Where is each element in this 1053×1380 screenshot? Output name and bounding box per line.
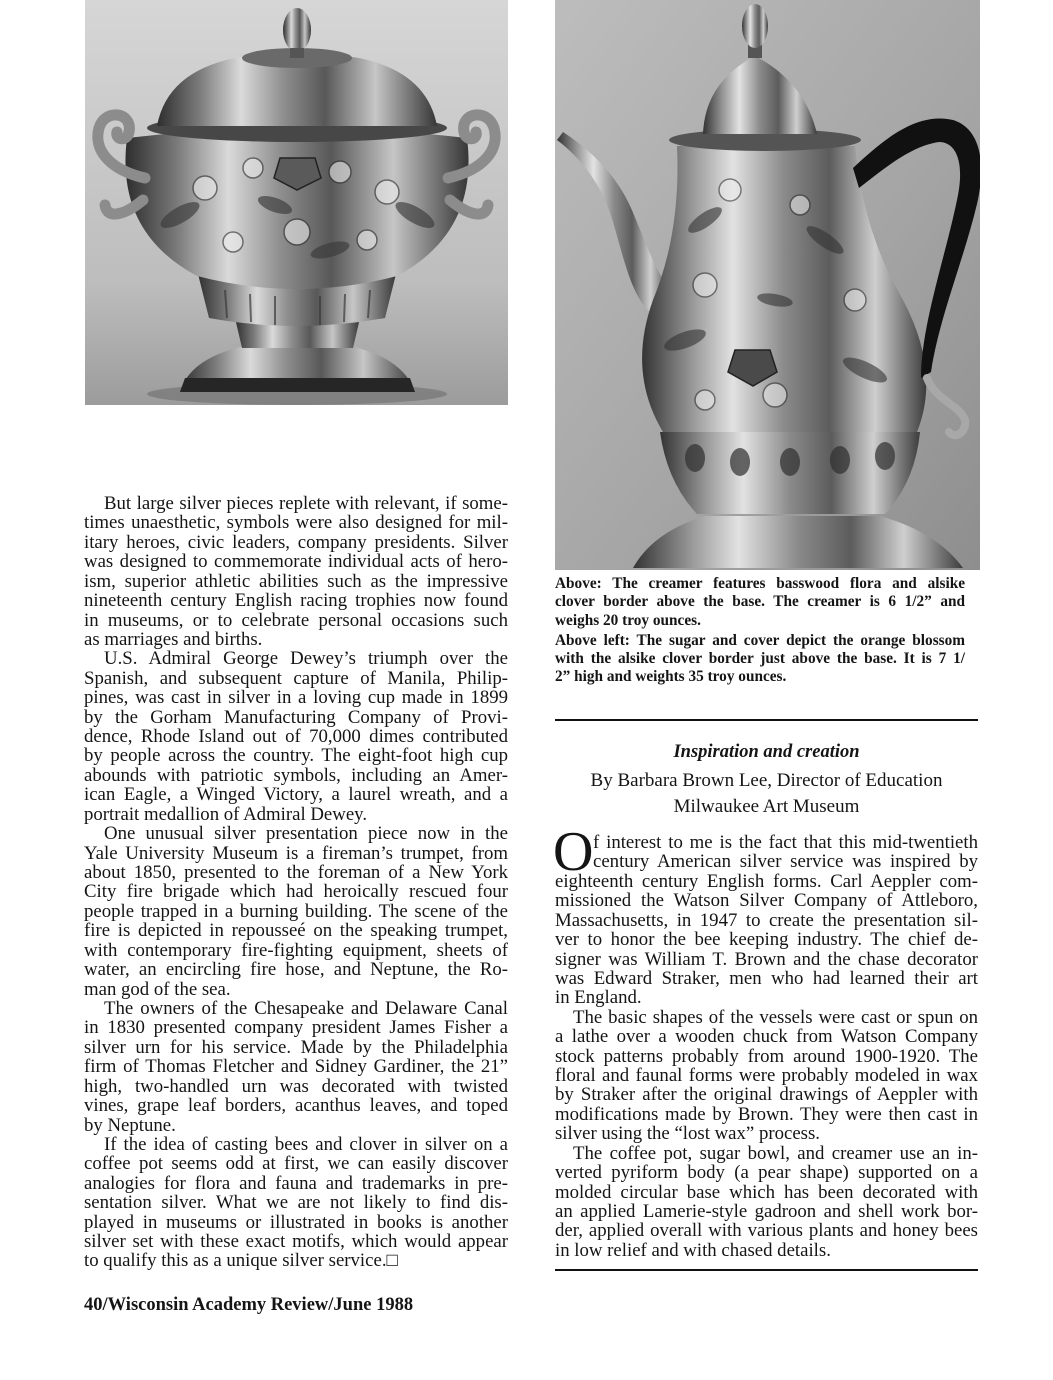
- text-line: modifications made by Brown. They were then cast in: [555, 1103, 978, 1125]
- text-line: times unaesthetic, symbols were also designed for mil-: [84, 512, 508, 534]
- text-line: molded circular base which has been decorated with: [555, 1181, 978, 1203]
- paragraph: [84, 824, 508, 999]
- left-column-text: [84, 494, 508, 1271]
- text-line: But large silver pieces replete with relevant, if some-: [104, 493, 508, 514]
- paragraph: [555, 1008, 978, 1144]
- text-line: pines, was cast in silver in a loving cup made in 1899: [84, 687, 508, 709]
- paragraph: [555, 833, 978, 1008]
- text-line: high, two-handled urn was decorated with twisted: [84, 1075, 508, 1097]
- text-line: nineteenth century English racing trophies now found: [84, 590, 508, 612]
- text-line: Above left: The sugar and cover depict the orange blossom: [555, 631, 965, 649]
- paragraph: [84, 1135, 508, 1271]
- text-line: century American silver service was inspired by: [593, 851, 978, 873]
- section-rule-top: [555, 719, 978, 721]
- text-line: by Neptune.: [84, 1114, 176, 1136]
- text-line: vines, grape leaf borders, acanthus leaves, and toped: [84, 1095, 508, 1117]
- text-line: Massachusetts, in 1947 to create the presentation sil-: [555, 909, 978, 931]
- text-line: ican Eagle, a Winged Victory, a laurel wreath, and a: [84, 784, 508, 806]
- paragraph: [84, 494, 508, 649]
- text-line: der, applied overall with various plants and honey bees: [555, 1220, 978, 1242]
- text-line: silver set with these exact motifs, which would appear: [84, 1231, 508, 1253]
- text-line: in England.: [555, 987, 642, 1009]
- text-line: people trapped in a burning building. The scene of the: [84, 900, 508, 922]
- pot-lower-band: [660, 432, 920, 514]
- text-line: by Straker after the original drawings of Aeppler with: [555, 1084, 978, 1106]
- text-line: was designed to commemorate individual acts of hero-: [84, 551, 508, 573]
- photo-captions: [555, 575, 965, 687]
- byline-author: By Barbara Brown Lee, Director of Education: [590, 770, 943, 791]
- section-rule-bottom: [555, 1269, 978, 1271]
- text-line: The coffee pot, sugar bowl, and creamer use an in-: [573, 1142, 978, 1164]
- paragraph: [555, 575, 965, 630]
- text-line: in museums, or to celebrate personal occasions such: [84, 609, 508, 631]
- text-line: floral and faunal forms were probably modeled in wax: [555, 1065, 978, 1087]
- text-line: verted pyriform body (a pear shape) supported on a: [555, 1162, 978, 1184]
- text-line: man god of the sea.: [84, 978, 231, 1000]
- text-line: abounds with patriotic symbols, including an Amer-: [84, 764, 508, 786]
- text-line: was Edward Straker, men who had learned their art: [555, 967, 978, 989]
- text-line: Above: The creamer features basswood flora and alsike: [555, 575, 965, 592]
- text-line: as marriages and births.: [84, 628, 263, 650]
- text-line: fire is depicted in repousseé on the speaking trumpet,: [84, 920, 508, 942]
- text-line: One unusual silver presentation piece now in the: [104, 823, 508, 845]
- text-line: If the idea of casting bees and clover in silver on a: [104, 1133, 508, 1155]
- text-line: 2” high and weights 35 troy ounces.: [555, 668, 787, 686]
- page-footer-folio: 40/Wisconsin Academy Review/June 1988: [84, 1295, 414, 1315]
- text-line: The owners of the Chesapeake and Delaware Canal: [104, 997, 508, 1019]
- photo-sugar-and-cover: [85, 0, 508, 405]
- text-line: f interest to me is the fact that this mid-twentieth: [593, 832, 978, 853]
- text-line: coffee pot seems odd at first, we can easily discover: [84, 1153, 508, 1175]
- text-line: dence, Rhode Island out of 70,000 dimes contributed: [84, 726, 508, 748]
- text-line: ism, superior athletic abilities such as the impressive: [84, 570, 508, 592]
- drop-cap: O: [553, 821, 594, 883]
- text-line: about 1850, presented to the foreman of a New York: [84, 862, 508, 884]
- text-line: signer was William T. Brown and the chase decorator: [555, 948, 978, 970]
- text-line: stock patterns probably from around 1900-1920. The: [555, 1045, 978, 1067]
- text-line: The basic shapes of the vessels were cast or spun on: [573, 1006, 978, 1028]
- text-line: missioned the Watson Silver Company of Attleboro,: [555, 890, 978, 912]
- text-line: in 1830 presented company president James Fisher a: [84, 1017, 508, 1039]
- text-line: itary heroes, civic leaders, company presidents. Silver: [84, 531, 508, 553]
- text-line: eighteenth century English forms. Carl Aeppler com-: [555, 870, 978, 892]
- paragraph: [84, 999, 508, 1135]
- text-line: Yale University Museum is a fireman’s trumpet, from: [84, 842, 508, 864]
- text-line: a lathe over a wooden chuck from Watson Company: [555, 1026, 978, 1048]
- text-line: water, an encircling fire hose, and Neptune, the Ro-: [84, 959, 508, 981]
- text-line: City fire brigade which had heroically rescued four: [84, 881, 508, 903]
- text-line: weighs 20 troy ounces.: [555, 611, 701, 629]
- text-line: analogies for flora and fauna and trademarks in pre-: [84, 1172, 508, 1194]
- text-line: silver urn for his service. Made by the Philadelphia: [84, 1036, 508, 1058]
- paragraph: [555, 1144, 978, 1261]
- text-line: portrait medallion of Admiral Dewey.: [84, 803, 368, 825]
- text-line: silver using the “lost wax” process.: [555, 1123, 820, 1145]
- text-line: with the alsike clover border just above the base. It is 7 1/: [555, 650, 965, 668]
- text-line: played in museums or illustrated in books is another: [84, 1211, 508, 1233]
- photo-creamer: [555, 0, 980, 570]
- article-body-text: [555, 833, 978, 1260]
- text-line: U.S. Admiral George Dewey’s triumph over the: [104, 648, 508, 670]
- text-line: by the Gorham Manufacturing Company of Provi-: [84, 706, 508, 728]
- byline: [555, 768, 978, 820]
- text-line: ver to honor the bee keeping industry. The chief de-: [555, 929, 978, 951]
- paragraph: [555, 632, 965, 687]
- byline-institution: Milwaukee Art Museum: [673, 796, 860, 817]
- text-line: Spanish, and subsequent capture of Manila, Philip-: [84, 667, 508, 689]
- text-line: by people across the country. The eight-foot high cup: [84, 745, 508, 767]
- text-line: an applied Lamerie-style gadroon and shell work bor-: [555, 1201, 978, 1223]
- text-line: in low relief and with chased details.: [555, 1239, 831, 1261]
- text-line: with contemporary fire-fighting equipment, sheets of: [84, 939, 508, 961]
- text-line: sentation silver. What we are not likely to find dis-: [84, 1192, 508, 1214]
- text-line: firm of Thomas Fletcher and Sidney Gardiner, the 21”: [84, 1056, 508, 1078]
- article-heading: Inspiration and creation: [673, 742, 860, 762]
- text-line: clover border above the base. The creamer is 6 1/2” and: [555, 593, 965, 611]
- text-line: to qualify this as a unique silver service.□: [84, 1250, 398, 1272]
- paragraph: [84, 649, 508, 824]
